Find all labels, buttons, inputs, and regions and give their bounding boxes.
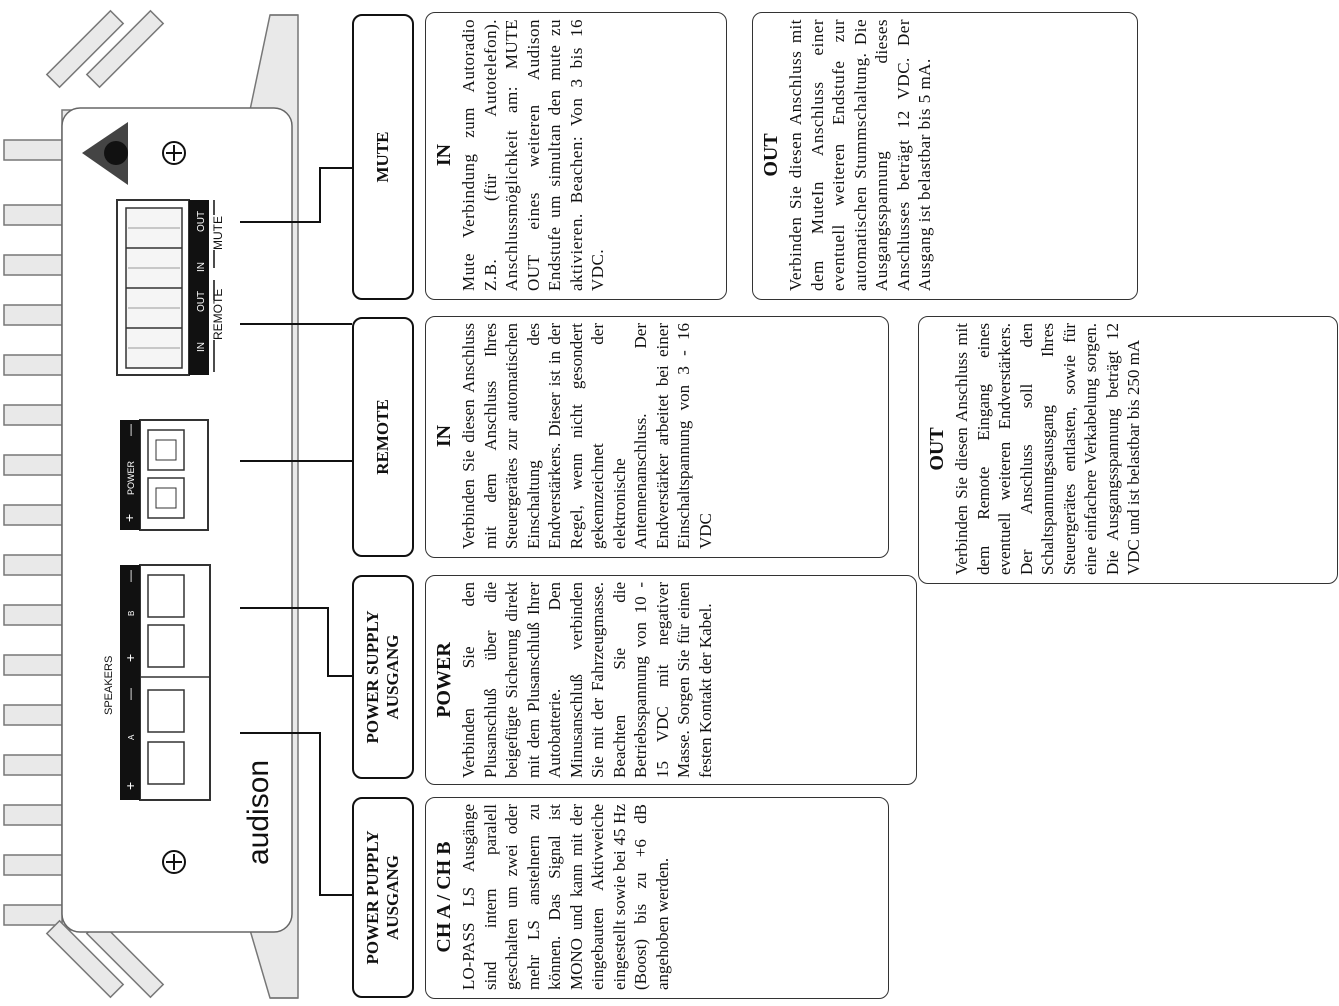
label-power-supply-ausgang [352,575,414,779]
screw-icon [163,851,185,873]
out-label: OUT [196,290,207,312]
leader-lines-outer [300,0,360,1006]
brand-logo: audison [242,759,275,865]
text-body: Mute Verbindung zum Autoradio Z.B. (für Autotelefon). Anschlussmöglichkeit am: MUTE OUT eines weiteren Audison Endstufe um simultan den mute zu aktivieren. Beachen: Von 3 bis 16 VDC. [459,19,607,291]
text-body: LO-PASS LS Ausgänge sind intern paralell geschalten um zwei oder mehr LS anstelnern zu können. Das Signal ist MONO und kann mit der eingebauten Aktivweiche eingestellt sowie bei 45 Hz (Boost) bis zu +6 dB angehoben werden. [459,804,672,990]
label-line: POWER PUPPLY [363,830,382,965]
out-label: OUT [196,210,207,232]
mute-label: MUTE [211,216,225,250]
text-body: Verbinden Sie diesen Anschluss mit dem MuteIn Anschluss einer eventuell weiteren Endstufe zur automatischen Stummschaltung. Die Ausgangsspannung dieses Anschlusses beträgt 12 VDC. Der Ausgang ist belastbar bis 5 mA. [786,19,934,291]
text-heading: OUT [760,133,782,177]
text-heading: OUT [926,427,948,471]
text-heading: POWER [433,642,455,718]
text-remote-in [425,316,889,558]
label-line: POWER SUPPLY [363,610,382,744]
label-power-puppy-ausgang [352,797,414,998]
power-label: POWER [126,460,136,495]
text-body: Verbinden Sie den Plusanschluß über die beigefügte Sicherung direkt mit dem Plusanschluß Ihrer Autobatterie. Den Minusanschluß verbinden Sie mit der Fahrzeugmasse. Beachten Sie die Betriebsspannung von 10 - 15 VDC mit negativer Masse. Sorgen Sie für einen festen Kontakt der Kabel. [459,582,715,778]
label-line: AUSGANG [383,855,402,941]
speaker-b-plus: + [122,653,138,662]
text-ch-a-ch-b [425,797,889,999]
speakers-connector [120,565,210,800]
text-mute-out [752,12,1138,300]
text-remote-out [918,316,1338,584]
speaker-a-label: A [127,734,136,740]
text-power [425,575,917,785]
text-heading: IN [433,424,455,448]
remote-label: REMOTE [211,288,225,340]
text-body: Verbinden Sie diesen Anschluss mit dem Anschluss Ihres Steuergerätes zur automatischen Einschaltung des Endverstärkers. Dieser ist in der Regel, wenn nicht gesondert gekennzeichnet der elektronische Antennenanschluss. Der Endverstärker arbeitet bei einer Einschaltspannung von 3 - 16 VDC [459,323,715,549]
label-line: REMOTE [373,399,392,475]
label-line: MUTE [373,131,392,183]
text-heading: IN [433,143,455,167]
in-label: IN [196,342,207,352]
text-heading: CH A / CH B [433,841,455,953]
in-label: IN [196,262,207,272]
amplifier-drawing [0,0,300,1006]
speaker-b-label: B [127,610,136,616]
power-minus: — [123,424,137,436]
power-plus: + [121,513,137,522]
speaker-a-plus: + [122,781,138,790]
text-body: Verbinden Sie diesen Anschluss mit dem Remote Eingang eines eventuell weiteren Endverstärkers. Der Anschluss soll den Schaltspannungsausgang Ihres Steuergerätes entlasten, sowie für eine einfachere Verkabelung sorgen. Die Ausgangsspannung beträgt 12 VDC und ist belastbar bis 250 mA [952,323,1143,575]
label-remote [352,317,414,557]
label-mute [352,14,414,300]
text-mute-in [425,12,727,300]
speaker-a-minus: — [123,688,137,700]
label-line: AUSGANG [383,634,402,720]
speakers-label: SPEAKERS [103,655,115,715]
speaker-b-minus: — [123,570,137,582]
screw-icon [163,142,185,164]
